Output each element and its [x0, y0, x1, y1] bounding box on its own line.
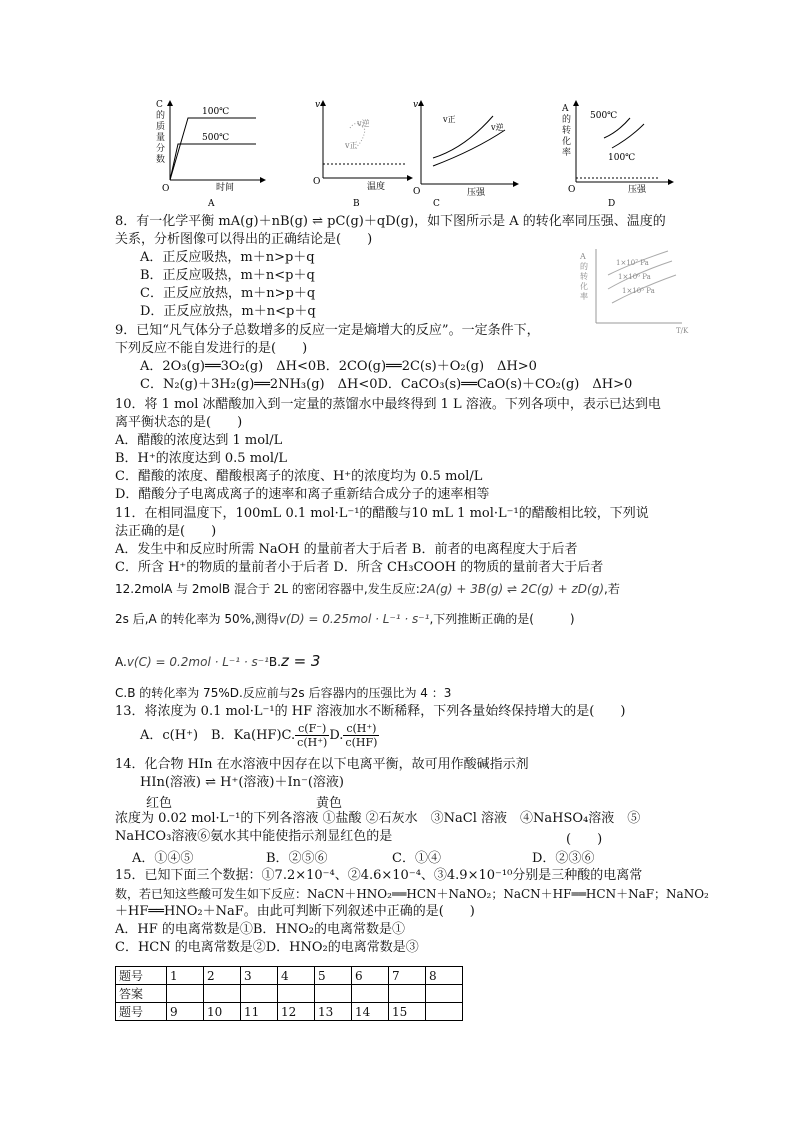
fig-b-c2: v正	[345, 141, 358, 150]
q8-stem: 8．有一化学平衡 mA(g)＋nB(g) ⇌ pC(g)＋qD(g)，如下图所示是 A 的转化率同压强、温度的	[115, 214, 666, 229]
table-cell: 8	[426, 967, 463, 985]
table-cell: 1	[167, 967, 204, 985]
q14-answer-paren: ( )	[566, 832, 603, 847]
figure-b	[305, 98, 415, 208]
answer-table	[115, 966, 463, 1021]
q12-rate: v(D) = 0.25mol · L⁻¹ · s⁻¹	[278, 612, 430, 626]
q10-stem: 10．将 1 mol 冰醋酸加入到一定量的蒸馏水中最终得到 1 L 溶液。下列各项中，表示已达到电	[115, 397, 661, 412]
table-cell: 题号	[116, 967, 167, 985]
q8-stem-2: 关系，分析图像可以得出的正确结论是( )	[115, 232, 373, 247]
q14-stem: 14．化合物 HIn 在水溶液中因存在以下电离平衡，故可用作酸碱指示剂	[115, 757, 529, 772]
table-cell	[426, 1003, 463, 1021]
q13-c-numerator: c(F⁻)	[295, 722, 329, 736]
fig-b-ylabel: v	[315, 100, 321, 110]
table-cell: 12	[278, 1003, 315, 1021]
q13-d-numerator: c(H⁺)	[343, 722, 379, 736]
q11-options-ab: A．发生中和反应时所需 NaOH 的量前者大于后者 B．前者的电离程度大于后者	[115, 542, 578, 557]
fig-q8-xlabel: T/K	[676, 327, 689, 335]
fig-c-ylabel: v	[413, 100, 419, 110]
fig-d-label: D	[608, 199, 616, 208]
fig-a-ylabel: C的质量分数	[156, 100, 166, 165]
q13-option-d-fraction	[343, 722, 379, 749]
q9-stem-2: 下列反应不能自发进行的是( )	[115, 341, 308, 356]
q12-stem2-end: ,下列推断正确的是( )	[429, 612, 575, 626]
fig-d-t1: 500℃	[590, 111, 618, 121]
q13-option-c-fraction	[295, 722, 329, 749]
answer-cell[interactable]	[204, 985, 241, 1003]
answer-cell[interactable]	[241, 985, 278, 1003]
table-cell: 7	[389, 967, 426, 985]
q14-stem-2: 浓度为 0.02 mol·L⁻¹的下列各溶液 ①盐酸 ②石灰水 ③NaCl 溶液 ④NaHSO₄溶液 ⑤	[115, 811, 641, 826]
q11-stem-2: 法正确的是( )	[115, 524, 217, 539]
table-cell: 15	[389, 1003, 426, 1021]
answer-cell[interactable]	[167, 985, 204, 1003]
q8-option-a: A．正反应吸热，m＋n>p＋q	[140, 250, 315, 265]
fig-b-c1: v逆	[357, 119, 370, 128]
figure-d	[560, 98, 680, 208]
q12-options-ab	[115, 652, 320, 671]
answer-cell[interactable]	[426, 985, 463, 1003]
q12-options-cd: C.B 的转化率为 75%D.反应前与2s 后容器内的压强比为 4 ：3	[115, 686, 452, 700]
q10-option-c: C．醋酸的浓度、醋酸根离子的浓度、H⁺的浓度均为 0.5 mol/L	[115, 469, 483, 484]
table-cell: 5	[315, 967, 352, 985]
fig-d-origin: O	[568, 185, 576, 195]
q12-stem-text: 12.2molA 与 2molB 混合于 2L 的密闭容器中,发生反应:	[115, 582, 420, 596]
q8-option-d: D．正反应放热，m＋n<p＋q	[140, 304, 316, 319]
figure-a	[150, 98, 270, 208]
table-cell: 6	[352, 967, 389, 985]
fig-c-c2: v逆	[491, 123, 504, 132]
q11-options-cd: C．所含 H⁺的物质的量前者小于后者 D．所含 CH₃COOH 的物质的量前者大于后者	[115, 560, 604, 575]
q15-stem-2: 数，若已知这些酸可发生如下反应：NaCN＋HNO₂══HCN＋NaNO₂；NaCN＋HF══HCN＋NaF；NaNO₂	[115, 887, 709, 901]
q12-option-a: v(C) = 0.2mol · L⁻¹ · s⁻¹	[126, 655, 269, 669]
answer-cell[interactable]	[278, 985, 315, 1003]
fig-q8-ylabel: A的转化率	[580, 252, 588, 301]
fig-q8-p2: 1×10⁶ Pa	[618, 273, 651, 281]
fig-a-t2: 500℃	[202, 133, 230, 143]
q10-option-d: D．醋酸分子电离成离子的速率和离子重新结合成分子的速率相等	[115, 487, 490, 502]
q10-option-a: A．醋酸的浓度达到 1 mol/L	[115, 433, 283, 448]
q15-stem: 15．已知下面三个数据：①7.2×10⁻⁴、②4.6×10⁻⁴、③4.9×10⁻¹⁰分别是三种酸的电离常	[115, 868, 643, 883]
table-cell: 答案	[116, 985, 167, 1003]
fig-q8-p3: 1×10⁵ Pa	[622, 287, 655, 295]
q12-stem-2	[115, 610, 575, 628]
answer-cell[interactable]	[352, 985, 389, 1003]
fig-q8-p1: 1×10⁷ Pa	[616, 259, 649, 267]
fig-d-ylabel: A的转化率	[562, 104, 572, 158]
table-row	[116, 967, 463, 985]
figure-c	[405, 98, 525, 208]
q14-option-d: D．②③⑥	[532, 851, 595, 866]
fig-b-xlabel: 温度	[367, 182, 386, 192]
q12-option-b: z = 3	[280, 652, 321, 670]
q12-option-a-label: A.	[115, 655, 127, 669]
table-cell: 4	[278, 967, 315, 985]
answer-cell[interactable]	[389, 985, 426, 1003]
table-cell: 题号	[116, 1003, 167, 1021]
q10-stem-2: 离平衡状态的是( )	[115, 415, 243, 430]
table-cell: 3	[241, 967, 278, 985]
q14-stem-3: NaHCO₃溶液⑥氨水其中能使指示剂显红色的是	[115, 829, 393, 844]
table-cell: 14	[352, 1003, 389, 1021]
table-cell: 13	[315, 1003, 352, 1021]
q15-stem-3: ＋HF══HNO₂＋NaF。由此可判断下列叙述中正确的是( )	[115, 904, 475, 919]
q10-option-b: B．H⁺的浓度达到 0.5 mol/L	[115, 451, 288, 466]
q13-option-d-label: D.	[329, 728, 344, 743]
q12-equation: 2A(g) + 3B(g) ⇌ 2C(g) + zD(g)	[419, 582, 605, 596]
table-cell: 11	[241, 1003, 278, 1021]
q14-equation: HIn(溶液) ⇌ H⁺(溶液)＋In⁻(溶液)	[140, 775, 345, 790]
q14-option-b: B．②⑤⑥	[266, 851, 328, 866]
q15-options-ab: A．HF 的电离常数是①B．HNO₂的电离常数是①	[115, 922, 406, 937]
table-row	[116, 985, 463, 1003]
q9-options-ab: A．2O₃(g)══3O₂(g) ΔH<0B．2CO(g)══2C(s)＋O₂(g) ΔH>0	[140, 359, 537, 374]
q14-yellow-label: 黄色	[316, 796, 343, 811]
fig-d-xlabel: 压强	[628, 185, 647, 195]
fig-b-origin: O	[313, 177, 321, 187]
q13-options	[140, 722, 379, 749]
q12-stem	[115, 580, 620, 598]
fig-a-origin: O	[162, 184, 170, 194]
q12-option-b-label: B.	[268, 655, 281, 669]
q13-d-denominator: c(HF)	[345, 736, 378, 749]
fig-c-origin: O	[413, 187, 421, 197]
figure-q8	[572, 245, 692, 335]
fig-c-xlabel: 压强	[467, 188, 486, 198]
q15-options-cd: C．HCN 的电离常数是②D．HNO₂的电离常数是③	[115, 940, 419, 955]
table-cell: 10	[204, 1003, 241, 1021]
fig-a-label: A	[208, 199, 215, 208]
fig-b-label: B	[353, 199, 360, 208]
q13-c-denominator: c(H⁺)	[297, 736, 328, 749]
q13-options-abc: A．c(H⁺) B．Ka(HF)C.	[140, 728, 296, 743]
q8-option-b: B．正反应吸热，m＋n<p＋q	[140, 268, 315, 283]
q14-option-a: A．①④⑤	[132, 851, 194, 866]
q14-red-label: 红色	[146, 796, 173, 811]
fig-d-t2: 100℃	[608, 153, 636, 163]
q13-stem: 13．将浓度为 0.1 mol·L⁻¹的 HF 溶液加水不断稀释，下列各量始终保持增大的是( )	[115, 704, 626, 719]
fig-c-c1: v正	[443, 115, 456, 124]
q11-stem: 11．在相同温度下，100mL 0.1 mol·L⁻¹的醋酸与10 mL 1 mol·L⁻¹的醋酸相比较，下列说	[115, 506, 649, 521]
table-cell: 9	[167, 1003, 204, 1021]
q9-stem: 9．已知“凡气体分子总数增多的反应一定是熵增大的反应”。一定条件下，	[115, 323, 540, 338]
table-cell: 2	[204, 967, 241, 985]
q12-stem2-text: 2s 后,A 的转化率为 50%,测得	[115, 612, 279, 626]
fig-c-label: C	[433, 199, 440, 208]
fig-a-xlabel: 时间	[216, 183, 235, 193]
answer-cell[interactable]	[315, 985, 352, 1003]
q12-stem-end: ,若	[604, 582, 620, 596]
q8-option-c: C．正反应放热，m＋n>p＋q	[140, 286, 316, 301]
fig-a-t1: 100℃	[202, 107, 230, 117]
table-row	[116, 1003, 463, 1021]
q14-option-c: C．①④	[392, 851, 441, 866]
q9-options-cd: C．N₂(g)＋3H₂(g)══2NH₃(g) ΔH<0D．CaCO₃(s)══CaO(s)＋CO₂(g) ΔH>0	[140, 377, 633, 392]
